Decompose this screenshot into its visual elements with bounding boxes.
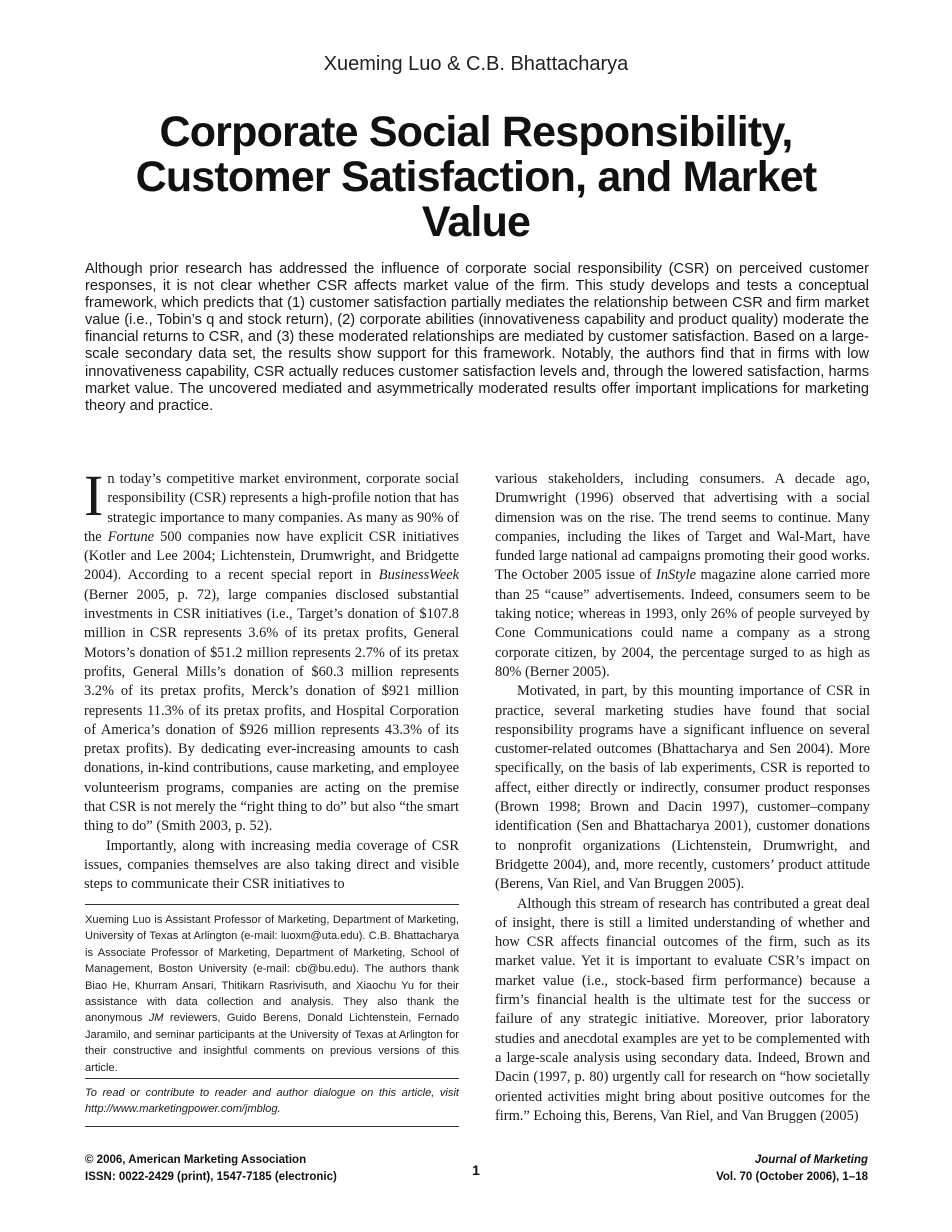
paragraph: [84, 463, 460, 837]
abstract: Although prior research has addressed the influence of corporate social responsibility (CSR) on perceived customer responses, it is not clear whether CSR affects market value of the firm. This study develops and tests a conceptual framework, which predicts that (1) customer satisfaction partially mediates the relationship between CSR and firm market value (i.e., Tobin’s q and stock return), (2) corporate abilities (innovativeness capability and product quality) moderate the financial returns to CSR, and (3) these moderated relationships are mediated by customer satisfaction. Based on a large-scale secondary data set, the results show support for this framework. Notably, the authors find that in firms with low innovativeness capability, CSR actually reduces customer satisfaction levels and, through the lowered satisfaction, harms market value. The uncovered mediated and asymmetrically moderated results offer important implications for marketing theory and practice.: [85, 261, 869, 414]
footer-right: [716, 1152, 868, 1185]
italic-run: Fortune: [107, 528, 155, 545]
copyright: © 2006, American Marketing Association: [85, 1154, 307, 1166]
journal-name: Journal of Marketing: [754, 1154, 868, 1166]
paragraph: Although this stream of research has contributed a great deal of insight, there is still a limited understanding of whether and how CSR affects financial outcomes of the firm, such as its market value. Yet it is important to evaluate CSR’s impact on market value (i.e., stock-based firm performance) because a firm’s financial health is the ultimate test for the success or failure of any strategic initiative. Moreover, prior laboratory studies and anecdotal examples are yet to be complemented with a large-scale analysis using secondary data. Indeed, Brown and Dacin (1997, p. 80) urgently call for research on “how societally oriented activities might bring about positive outcomes for the firm.” Echoing this, Berens, Van Riel, and Van Bruggen (2005): [495, 895, 870, 1124]
text-run: reviewers, Guido Berens, Donald Lichtenstein, Fernado Jaramilo, and seminar participants at the University of Texas at Arlington for their constructive and insightful comments on previous versions of this article.: [85, 1012, 459, 1074]
issn: ISSN: 0022-2429 (print), 1547-7185 (electronic): [85, 1170, 337, 1183]
text-run: various stakeholders, including consumers. A decade ago, Drumwright (1996) observed that advertising with a social dimension was on the rise. The trend seems to continue. Many companies, including the likes of Target and Wal-Mart, have funded large national ad campaigns promoting their good works. The October 2005 issue of: [495, 471, 870, 584]
text-run: (Berner 2005, p. 72), large companies disclosed substantial investments in CSR initiatives (i.e., Target’s donation of $107.8 million in CSR represents 3.6% of its pretax profits, General Motors’s donation of $51.2 million represents 2.7% of its pretax profits, General Mills’s donation of $60.3 million represents 3.2% of its pretax profits, Merck’s donation of $921 million represents 11.3% of its pretax profits, and Hospital Corporation of America’s donation of $926 million represents 43.3% of its pretax profits). By dedicating ever-increasing amounts to cash donations, in-kind contributions, cause marketing, and employee volunteerism programs, companies are acting on the premise that CSR is not merely the “right thing to do” but also “the smart thing to do” (Smith 2003, p. 52).: [84, 586, 459, 835]
italic-run: BusinessWeek: [378, 567, 459, 584]
author-footnote: [85, 912, 459, 1076]
text-run: magazine alone carried more than 25 “cause” advertisements. Indeed, consumers seem to be taking notice; whereas in 1993, only 26% of people surveyed by Cone Communications could name a company as a strong corporate citizen, by 2004, the percentage surged to as high as 80% (Berner 2005).: [495, 567, 870, 680]
body-column-left: [84, 463, 460, 895]
authors-line: Xueming Luo & C.B. Bhattacharya: [323, 53, 629, 75]
drop-cap: I: [84, 463, 104, 528]
italic-run: InStyle: [656, 567, 696, 584]
footnote-divider: [85, 904, 459, 905]
dialogue-footnote: [85, 1085, 459, 1118]
text-run: 500 companies now have explicit CSR initiatives (Kotler and Lee 2004; Lichtenstein, Drumwright, and Bridgette 2004). According to a recent special report in: [84, 528, 459, 584]
paragraph: [495, 470, 870, 682]
footnote-divider: [85, 1126, 459, 1127]
text-run: n today’s competitive market environment, corporate social responsibility (CSR) represents a high-profile notion that has strategic importance to many companies. As many as 90% of the: [84, 471, 460, 545]
footnote-divider: [85, 1078, 459, 1079]
volume-info: Vol. 70 (October 2006), 1–18: [716, 1170, 868, 1183]
italic-run: JM: [148, 1012, 164, 1025]
body-column-right: [495, 470, 870, 1126]
dialogue-text: To read or contribute to reader and author dialogue on this article, visit http://www.marketingpower.com/jmblog.: [85, 1087, 459, 1116]
paragraph: Importantly, along with increasing media coverage of CSR issues, companies themselves are also taking direct and visible steps to communicate their CSR initiatives to: [84, 837, 459, 893]
text-run: Xueming Luo is Assistant Professor of Marketing, Department of Marketing, University of Texas at Arlington (e-mail: luoxm@uta.edu). C.B. Bhattacharya is Associate Professor of Marketing, Department of Marketing, School of Management, Boston University (e-mail: cb@bu.edu). The authors thank Biao He, Khurram Ansari, Thitikarn Rasrivisuth, and Xiaochu Yu for their assistance with data collection and analysis. They also thank the anonymous: [85, 914, 459, 1025]
paragraph: Motivated, in part, by this mounting importance of CSR in practice, several marketing studies have found that social responsibility programs have a significant influence on several customer-related outcomes (Bhattacharya and Sen 2004). More specifically, on the basis of lab experiments, CSR is reported to affect, either directly or indirectly, consumer product responses (Brown 1998; Brown and Dacin 1997), customer–company identification (Sen and Bhattacharya 2001), customer donations to nonprofit organizations (Lichtenstein, Drumwright, and Bridgette 2004), and, more recently, customers’ product attitude (Berens, Van Riel, and Van Bruggen 2005).: [495, 683, 870, 893]
article-title: Corporate Social Responsibility, Customer Satisfaction, and Market Value: [135, 108, 817, 246]
page-number: 1: [472, 1162, 480, 1178]
